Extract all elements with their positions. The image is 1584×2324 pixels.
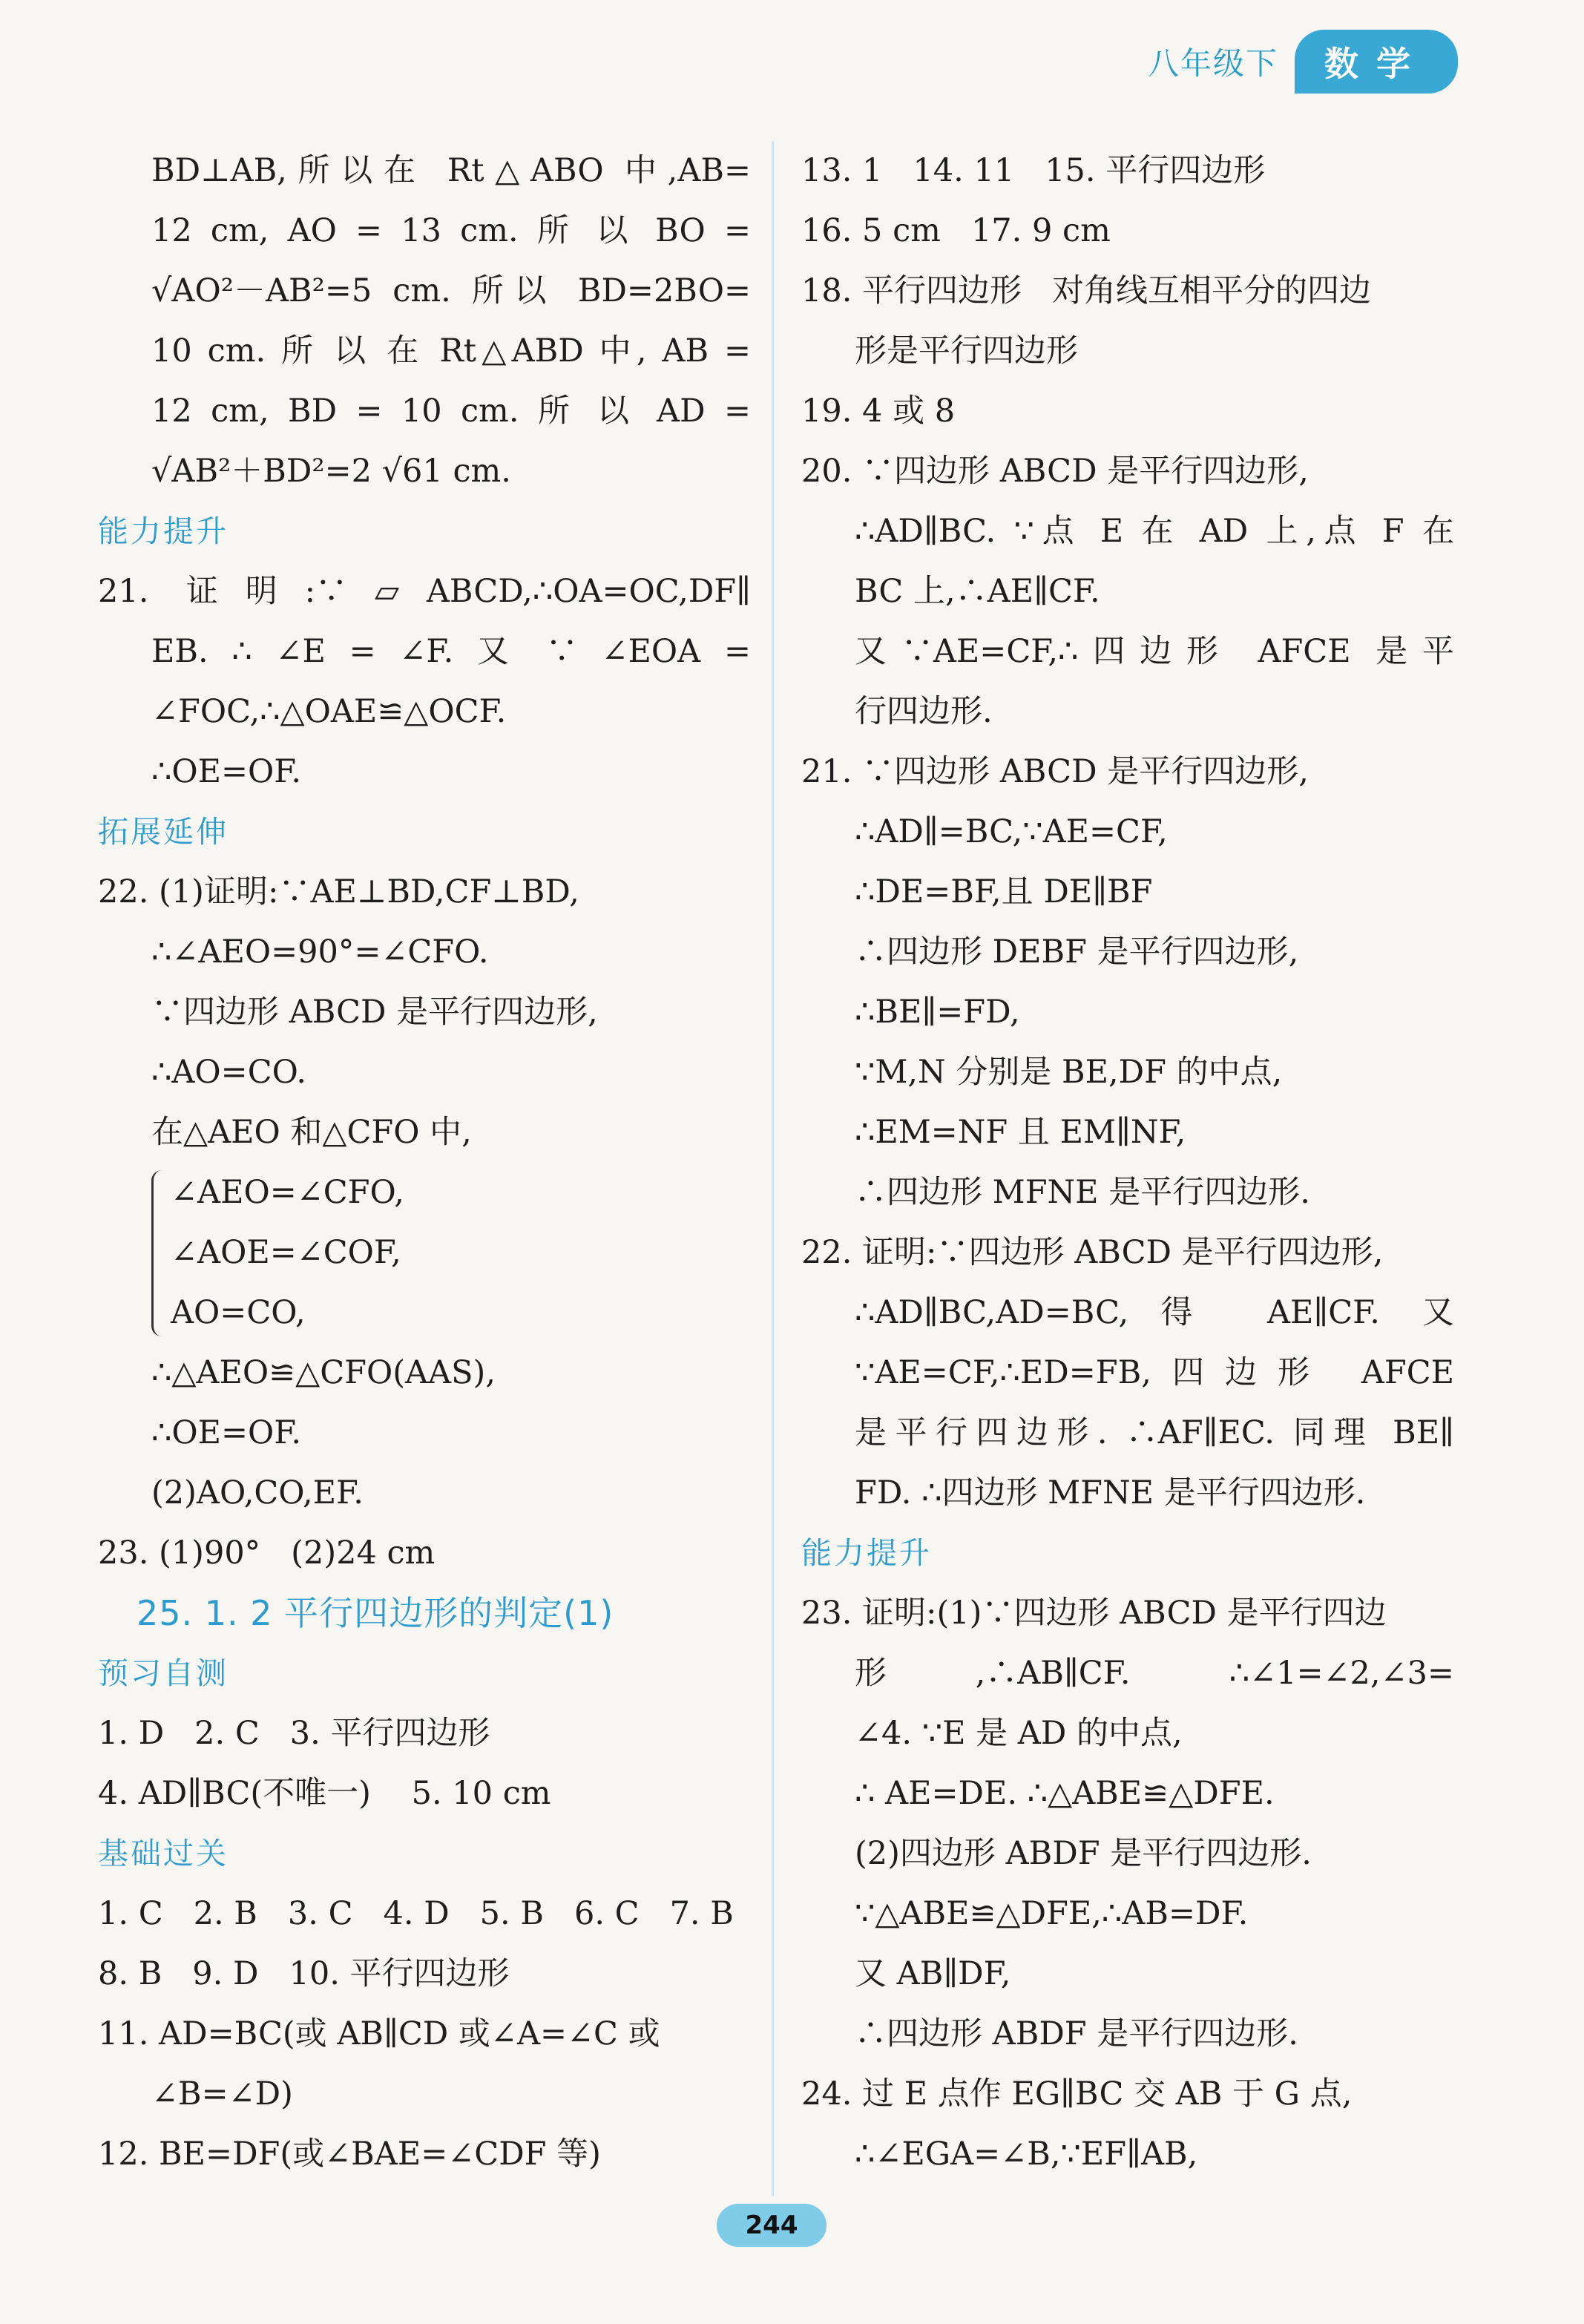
section-heading: 能力提升 xyxy=(801,1535,932,1571)
answer-line: 20. ∵四边形 ABCD 是平行四边形, xyxy=(801,453,1309,490)
answer-line: 4. AD∥BC(不唯一) 5. 10 cm xyxy=(98,1775,551,1812)
answer-line: 13. 1 14. 11 15. 平行四边形 xyxy=(801,152,1266,189)
page-header xyxy=(1148,30,1458,93)
answer-line: ∴DE=BF,且 DE∥BF xyxy=(855,873,1153,910)
answer-line: ∴四边形 MFNE 是平行四边形. xyxy=(855,1174,1310,1211)
answer-line: 19. 4 或 8 xyxy=(801,393,956,430)
lesson-title: 25. 1. 2 平行四边形的判定(1) xyxy=(137,1593,614,1633)
answer-line: EB. ∴ ∠E = ∠F. 又 ∵ ∠EOA = xyxy=(151,633,751,670)
answer-line: ∴∠EGA=∠B,∵EF∥AB, xyxy=(855,2136,1198,2173)
answer-line: ∠FOC,∴△OAE≌△OCF. xyxy=(151,693,507,730)
answer-line: 8. B 9. D 10. 平行四边形 xyxy=(98,1955,510,1992)
answer-line: BC 上,∴AE∥CF. xyxy=(855,573,1100,610)
column-divider xyxy=(772,141,774,2196)
answer-line: ∴ AE=DE. ∴△ABE≌△DFE. xyxy=(855,1775,1275,1812)
answer-line: ∵△ABE≌△DFE,∴AB=DF. xyxy=(855,1895,1249,1932)
answer-line: 行四边形. xyxy=(855,693,993,730)
answer-line: ∴OE=OF. xyxy=(151,753,302,790)
answer-line: 形,∴AB∥CF. ∴∠1=∠2,∠3= xyxy=(855,1655,1454,1692)
subject-badge: 数学 xyxy=(1295,30,1458,93)
answer-line: (2)AO,CO,EF. xyxy=(151,1474,364,1511)
answer-line: ∵AE=CF,∴ED=FB,四边形 AFCE xyxy=(855,1354,1454,1391)
answer-line: 在△AEO 和△CFO 中, xyxy=(151,1114,472,1151)
section-heading: 预习自测 xyxy=(98,1655,229,1691)
section-heading: 基础过关 xyxy=(98,1836,229,1871)
answer-line: ∴∠AEO=90°=∠CFO. xyxy=(151,933,489,971)
answer-line: ∵四边形 ABCD 是平行四边形, xyxy=(151,994,598,1031)
answer-line: ∴四边形 DEBF 是平行四边形, xyxy=(855,933,1299,971)
answer-line: 22. 证明:∵四边形 ABCD 是平行四边形, xyxy=(801,1234,1384,1271)
answer-line: (2)四边形 ABDF 是平行四边形. xyxy=(855,1835,1312,1872)
section-heading: 能力提升 xyxy=(98,513,229,549)
grade-label: 八年级下 xyxy=(1147,45,1278,82)
right-column xyxy=(801,141,1454,2185)
answer-line: ∴AD∥=BC,∵AE=CF, xyxy=(855,813,1168,850)
answer-line: 又∵AE=CF,∴四边形 AFCE 是平 xyxy=(855,633,1454,670)
answer-line: 1. D 2. C 3. 平行四边形 xyxy=(98,1715,490,1752)
answer-line: ∴AO=CO. xyxy=(151,1054,306,1091)
answer-line: ∠B=∠D) xyxy=(151,2075,293,2113)
answer-line: 11. AD=BC(或 AB∥CD 或∠A=∠C 或 xyxy=(98,2015,660,2052)
answer-line: ∴四边形 ABDF 是平行四边形. xyxy=(855,2015,1298,2052)
answer-line: 12 cm, AO = 13 cm. 所 以 BO = xyxy=(151,212,751,249)
answer-line: 24. 过 E 点作 EG∥BC 交 AB 于 G 点, xyxy=(801,2075,1353,2113)
left-column xyxy=(98,141,751,2185)
answer-line: 21. 证明:∵▱ABCD,∴OA=OC,DF∥ xyxy=(98,573,751,610)
answer-line: ∴BE∥=FD, xyxy=(855,994,1020,1031)
page-number: 244 xyxy=(717,2204,826,2247)
answer-line: 16. 5 cm 17. 9 cm xyxy=(801,212,1111,249)
answer-line: 18. 平行四边形 对角线互相平分的四边 xyxy=(801,272,1372,309)
answer-line: 又 AB∥DF, xyxy=(855,1955,1011,1992)
answer-line: 23. (1)90° (2)24 cm xyxy=(98,1534,436,1572)
answer-line: 形是平行四边形 xyxy=(855,332,1078,370)
answer-line: 12. BE=DF(或∠BAE=∠CDF 等) xyxy=(98,2136,601,2173)
answer-line: BD⊥AB,所以在 Rt△ABO 中,AB= xyxy=(151,152,751,189)
answer-line: 23. 证明:(1)∵四边形 ABCD 是平行四边 xyxy=(801,1595,1387,1632)
answer-line: FD. ∴四边形 MFNE 是平行四边形. xyxy=(855,1474,1366,1511)
answer-line: ∠AEO=∠CFO, xyxy=(171,1174,404,1211)
brace-icon xyxy=(151,1170,167,1336)
answer-line: ∴EM=NF 且 EM∥NF, xyxy=(855,1114,1186,1151)
answer-line: √AB²＋BD²=2 √61 cm. xyxy=(151,453,511,490)
answer-line: ∴AD∥BC. ∵点 E 在 AD 上,点 F 在 xyxy=(855,513,1454,550)
answer-line: ∴△AEO≌△CFO(AAS), xyxy=(151,1354,496,1391)
answer-line: ∴OE=OF. xyxy=(151,1414,302,1451)
answer-line: 22. (1)证明:∵AE⊥BD,CF⊥BD, xyxy=(98,873,579,910)
answer-line: ∴AD∥BC,AD=BC,得 AE∥CF. 又 xyxy=(855,1294,1454,1331)
answer-line: 1. C 2. B 3. C 4. D 5. B 6. C 7. B xyxy=(98,1895,734,1932)
answer-line: AO=CO, xyxy=(171,1294,306,1331)
answer-line: 是平行四边形. ∴AF∥EC. 同理 BE∥ xyxy=(855,1414,1454,1451)
answer-line: ∠AOE=∠COF, xyxy=(171,1234,401,1271)
answer-line: 21. ∵四边形 ABCD 是平行四边形, xyxy=(801,753,1309,790)
answer-line: ∠4. ∵E 是 AD 的中点, xyxy=(855,1715,1183,1752)
answer-line: 12 cm, BD = 10 cm. 所 以 AD = xyxy=(151,393,751,430)
section-heading: 拓展延伸 xyxy=(98,814,229,850)
answer-line: ∵M,N 分别是 BE,DF 的中点, xyxy=(855,1054,1283,1091)
answer-line: 10 cm. 所 以 在 Rt△ABD 中, AB = xyxy=(151,332,751,370)
answer-line: √AO²－AB²=5 cm. 所以 BD=2BO= xyxy=(151,272,751,309)
